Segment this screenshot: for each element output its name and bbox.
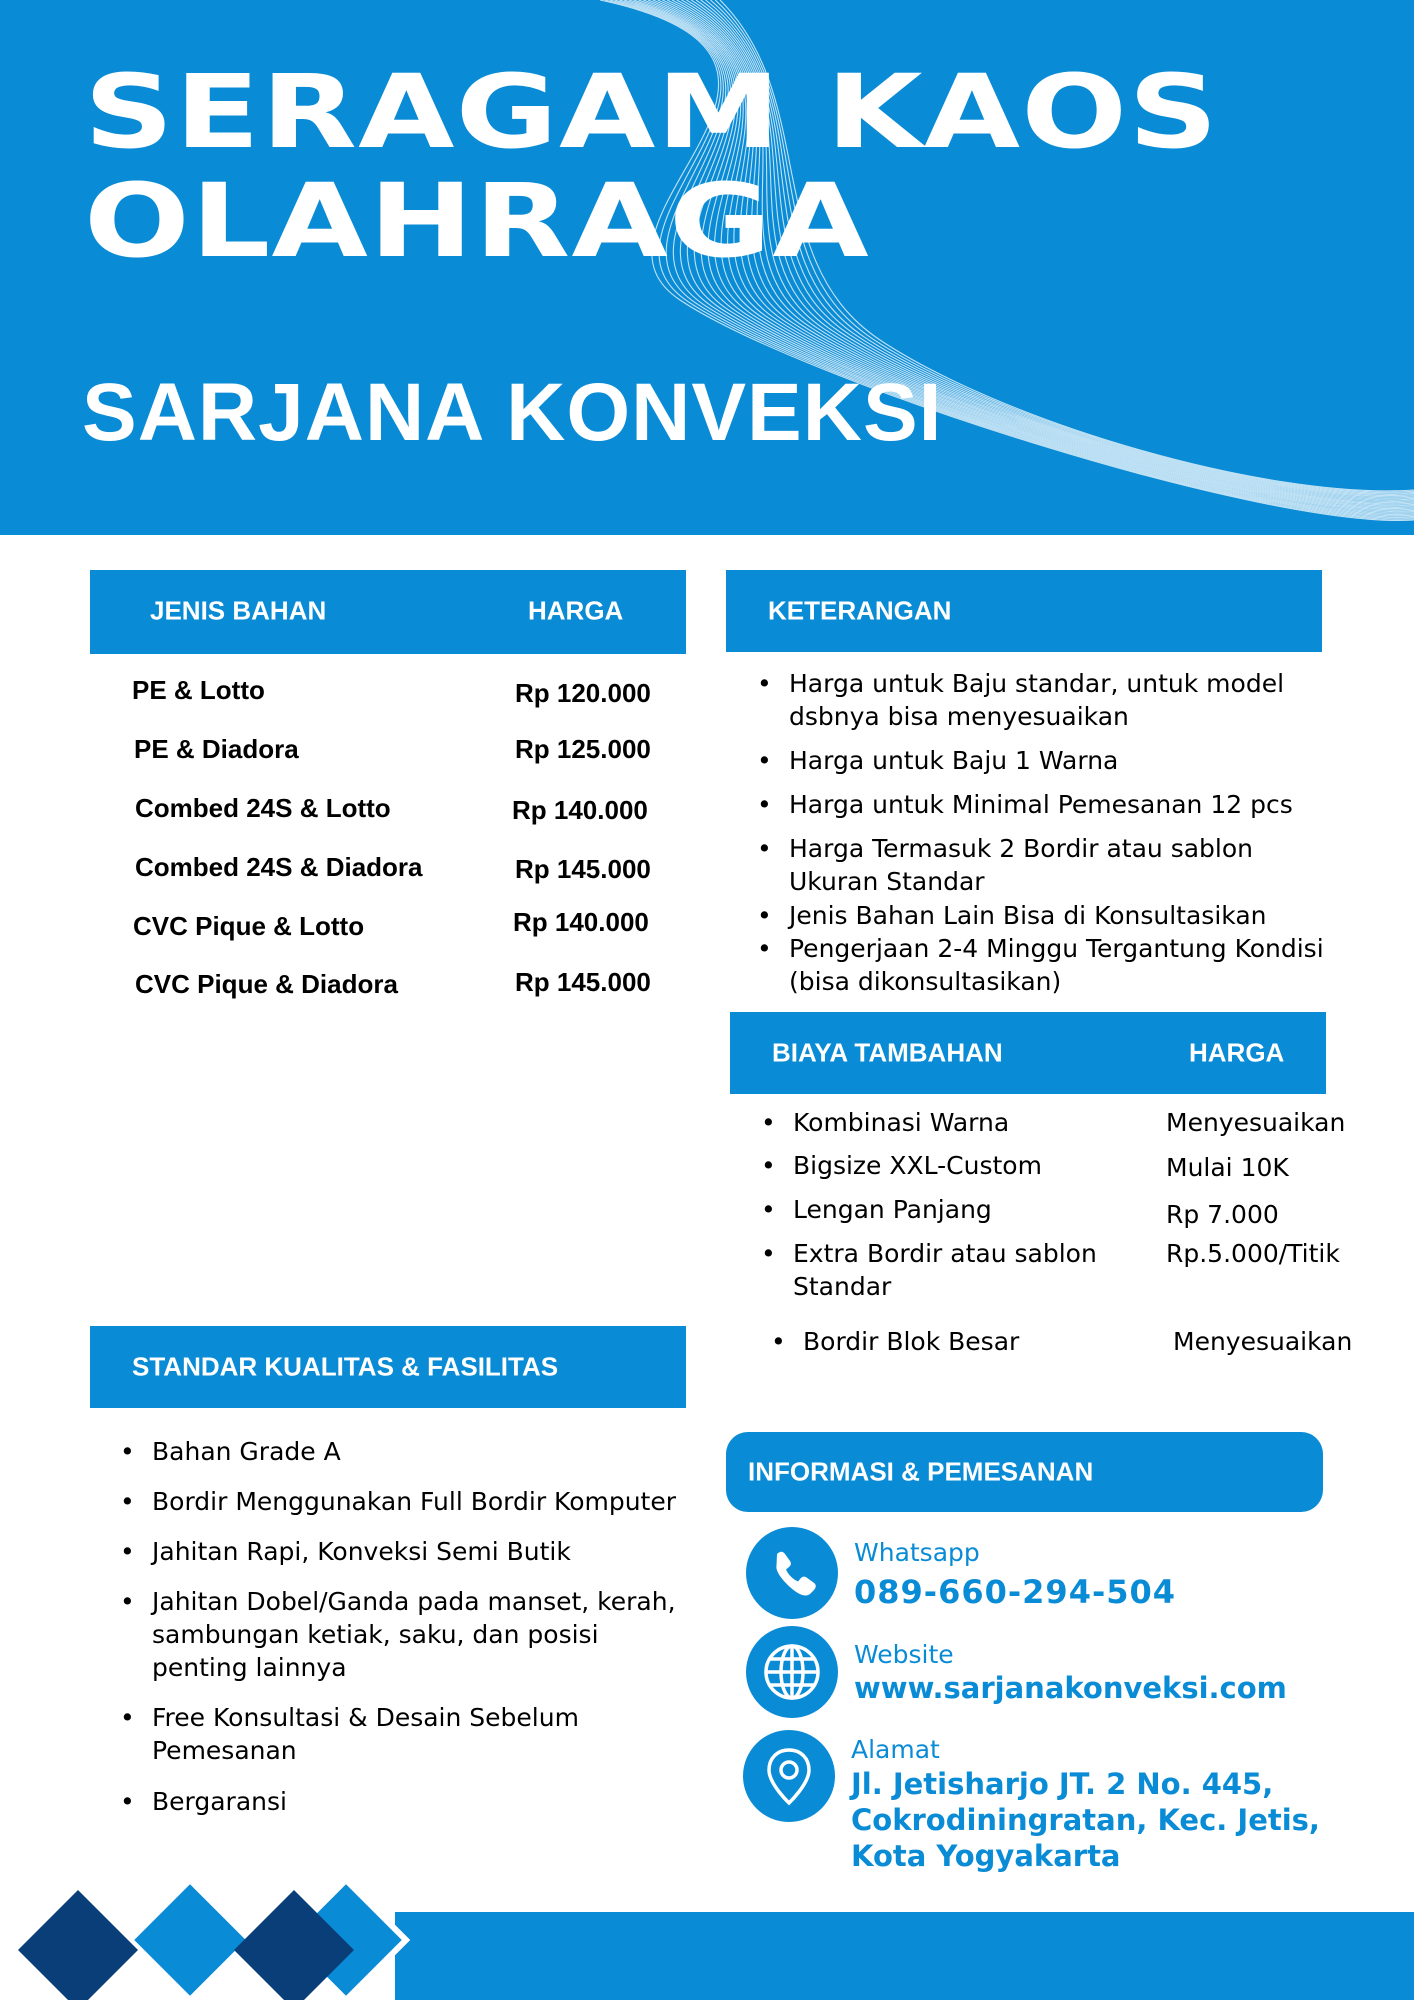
globe-icon[interactable]: [746, 1626, 838, 1718]
extra-cost-price: Menyesuaikan: [1173, 1327, 1353, 1356]
extra-cost-price: Mulai 10K: [1166, 1153, 1289, 1182]
notes-item: • Harga untuk Baju standar, untuk model dsbnya bisa menyesuaikan: [757, 667, 1329, 733]
footer-diamonds-decoration: [0, 1880, 440, 2000]
contact-header: [726, 1432, 1323, 1512]
quality-header: [90, 1326, 686, 1408]
extra-cost-item: • Lengan Panjang: [761, 1193, 1123, 1226]
extra-cost-item: • Kombinasi Warna: [761, 1106, 1123, 1139]
extra-cost-price: Menyesuaikan: [1166, 1108, 1346, 1137]
fabric-table-header: [90, 570, 686, 652]
fabric-row-material: PE & Lotto: [132, 675, 265, 705]
location-pin-icon[interactable]: [743, 1730, 835, 1822]
extra-costs-list: [761, 1106, 1141, 1366]
quality-item: • Free Konsultasi & Desain Sebelum Pemesanan: [120, 1701, 632, 1767]
fabric-table-divider: [90, 652, 686, 654]
fabric-col-price: HARGA: [528, 595, 624, 626]
diamond-shape: [130, 1880, 250, 2000]
address-line-1: Jl. Jetisharjo JT. 2 No. 445,: [851, 1767, 1274, 1801]
extra-col-price: HARGA: [1189, 1037, 1285, 1068]
fabric-row-price: Rp 140.000: [513, 907, 649, 937]
extra-cost-price: Rp.5.000/Titik: [1166, 1239, 1340, 1268]
fabric-row-price: Rp 145.000: [515, 967, 651, 997]
notes-item: • Pengerjaan 2-4 Minggu Tergantung Kondisi (bisa dikonsultasikan): [757, 932, 1349, 998]
brand-name: SARJANA KONVEKSI: [82, 367, 943, 458]
notes-header: [726, 570, 1322, 652]
address-label: Alamat: [851, 1735, 940, 1764]
diamond-shape: [18, 1890, 138, 2000]
fabric-row-price: Rp 120.000: [515, 678, 651, 708]
fabric-row-price: Rp 125.000: [515, 734, 651, 764]
title-line-2: OLAHRAGA: [84, 162, 870, 281]
whatsapp-label: Whatsapp: [854, 1538, 980, 1567]
quality-item: • Bordir Menggunakan Full Bordir Komputer: [120, 1485, 712, 1518]
contact-title: INFORMASI & PEMESANAN: [748, 1456, 1094, 1487]
extra-cost-item: • Bigsize XXL-Custom: [761, 1149, 1123, 1182]
notes-title: KETERANGAN: [768, 595, 952, 626]
quality-item: • Bergaransi: [120, 1785, 632, 1818]
fabric-row-material: PE & Diadora: [134, 734, 299, 764]
header-banner: [0, 0, 1414, 535]
whatsapp-number[interactable]: 089-660-294-504: [854, 1573, 1177, 1611]
title-line-1: SERAGAM KAOS: [84, 53, 1220, 172]
phone-icon[interactable]: [746, 1527, 838, 1619]
fabric-row-material: Combed 24S & Diadora: [135, 852, 423, 882]
notes-item: • Jenis Bahan Lain Bisa di Konsultasikan: [757, 899, 1329, 932]
fabric-row-price: Rp 140.000: [512, 795, 648, 825]
quality-title: STANDAR KUALITAS & FASILITAS: [132, 1351, 559, 1382]
address-line-3: Kota Yogyakarta: [851, 1839, 1121, 1873]
quality-item: • Jahitan Rapi, Konveksi Semi Butik: [120, 1535, 692, 1568]
address-line-2: Cokrodiningratan, Kec. Jetis,: [851, 1803, 1320, 1837]
website-label: Website: [854, 1640, 954, 1669]
fabric-row-material: CVC Pique & Lotto: [133, 911, 365, 941]
notes-item: • Harga untuk Baju 1 Warna: [757, 744, 1329, 777]
fabric-row-material: Combed 24S & Lotto: [135, 793, 391, 823]
notes-item: • Harga untuk Minimal Pemesanan 12 pcs: [757, 788, 1329, 821]
extra-cost-item: • Bordir Blok Besar: [771, 1325, 1133, 1358]
extra-cost-item: • Extra Bordir atau sablon Standar: [761, 1237, 1123, 1303]
quality-list: [120, 1435, 700, 1835]
fabric-col-material: JENIS BAHAN: [150, 595, 327, 626]
extra-col-item: BIAYA TAMBAHAN: [772, 1037, 1003, 1068]
quality-item: • Jahitan Dobel/Ganda pada manset, kerah, sambungan ketiak, saku, dan posisi penting lainnya: [120, 1585, 692, 1684]
footer-bar: [395, 1912, 1414, 2000]
fabric-row-price: Rp 145.000: [515, 854, 651, 884]
notes-list: [757, 667, 1357, 1007]
website-url[interactable]: www.sarjanakonveksi.com: [854, 1671, 1287, 1705]
quality-item: • Bahan Grade A: [120, 1435, 692, 1468]
fabric-row-material: CVC Pique & Diadora: [135, 969, 398, 999]
notes-item: • Harga Termasuk 2 Bordir atau sablon Ukuran Standar: [757, 832, 1309, 898]
extra-costs-header: [730, 1012, 1326, 1094]
extra-cost-price: Rp 7.000: [1166, 1200, 1279, 1229]
